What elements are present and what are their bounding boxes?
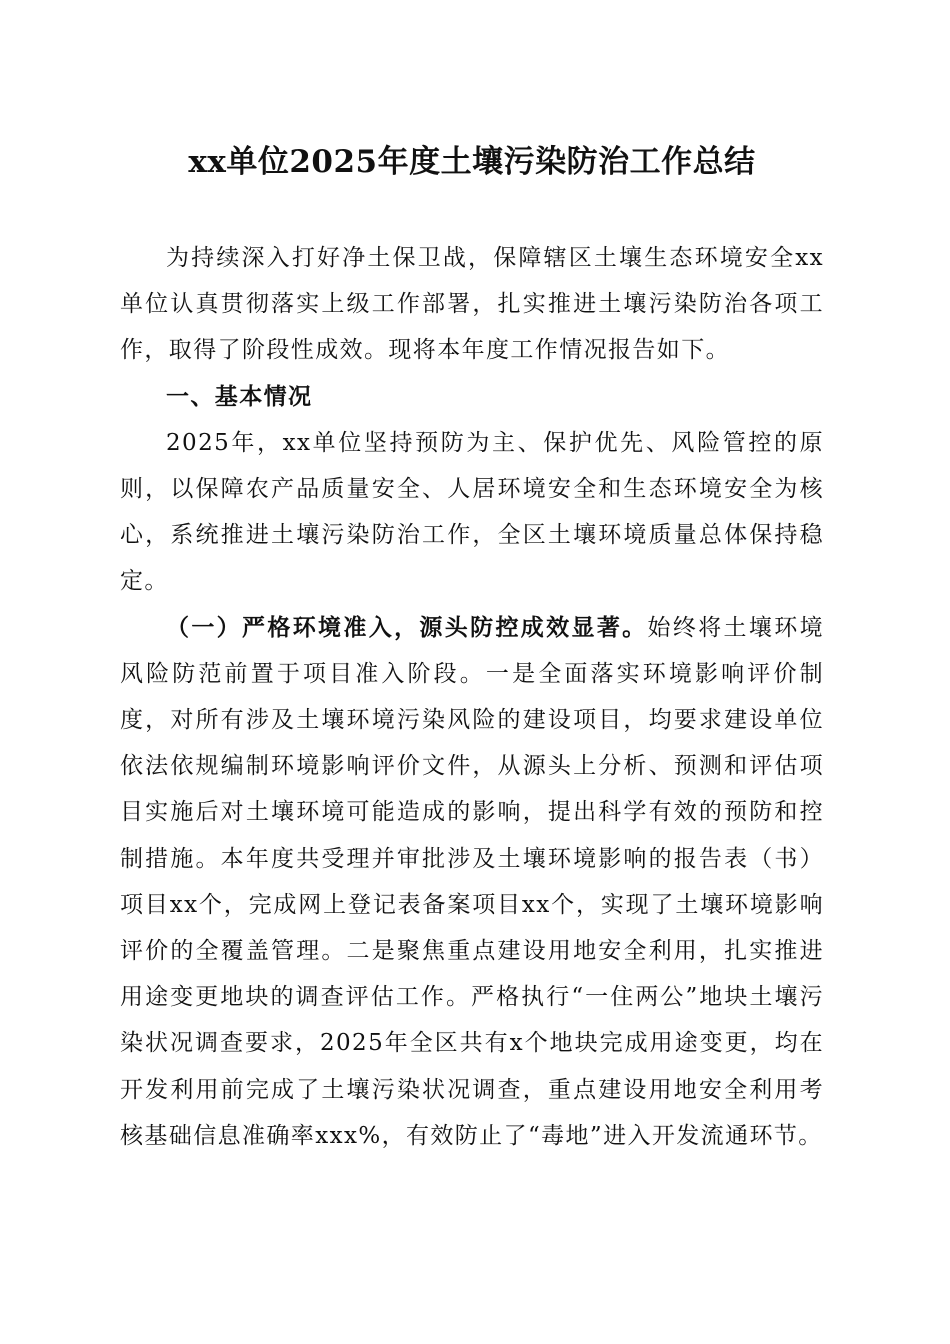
subsection-paragraph xyxy=(120,605,824,1159)
subsection-text: 始终将土壤环境风险防范前置于项目准入阶段。一是全面落实环境影响评价制度，对所有涉及土壤环境污染风险的建设项目，均要求建设单位依法依规编制环境影响评价文件，从源头上分析、预测和评估项目实施后对土壤环境可能造成的影响，提出科学有效的预防和控制措施。本年度共受理并审批涉及土壤环境影响的报告表（书）项目xx个，完成网上登记表备案项目xx个，实现了土壤环境影响评价的全覆盖管理。二是聚焦重点建设用地安全利用，扎实推进用途变更地块的调查评估工作。严格执行“一住两公”地块土壤污染状况调查要求，2025年全区共有x个地块完成用途变更，均在开发利用前完成了土壤污染状况调查，重点建设用地安全利用考核基础信息准确率xxx%，有效防止了“毒地”进入开发流通环节。 xyxy=(120,614,824,1149)
document-title: xx单位2025年度土壤污染防治工作总结 xyxy=(188,144,756,180)
basic-situation-paragraph: 2025年，xx单位坚持预防为主、保护优先、风险管控的原则，以保障农产品质量安全、人居环境安全和生态环境安全为核心，系统推进土壤污染防治工作，全区土壤环境质量总体保持稳定。 xyxy=(120,429,824,595)
subsection-lead: （一）严格环境准入，源头防控成效显著。 xyxy=(166,613,648,641)
document-body xyxy=(120,235,824,1159)
intro-paragraph: 为持续深入打好净土保卫战，保障辖区土壤生态环境安全xx单位认真贯彻落实上级工作部署，扎实推进土壤污染防治各项工作，取得了阶段性成效。现将本年度工作情况报告如下。 xyxy=(120,245,824,364)
section-heading-basic-situation: 一、基本情况 xyxy=(166,383,313,410)
